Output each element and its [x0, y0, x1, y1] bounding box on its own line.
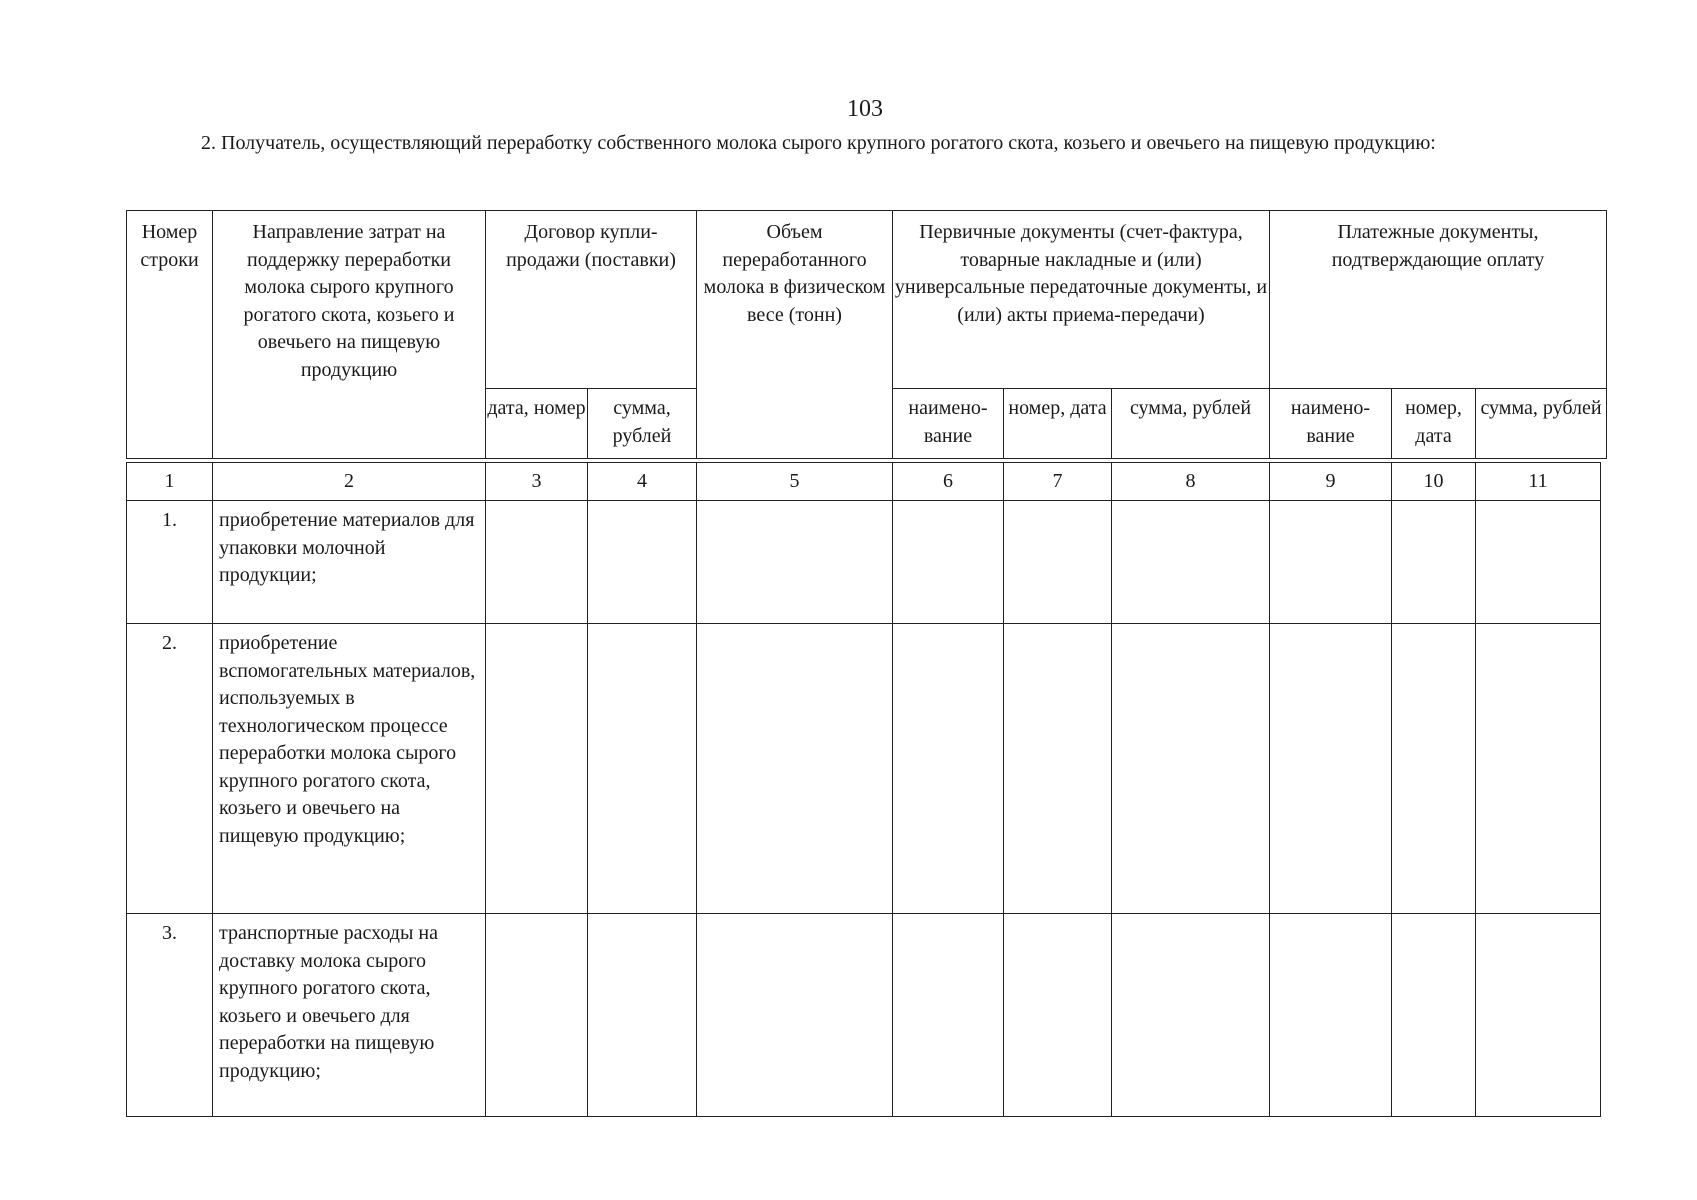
table-cell: [588, 501, 697, 624]
column-number: 7: [1004, 463, 1112, 501]
column-number: 9: [1270, 463, 1392, 501]
table-cell: [697, 914, 893, 1117]
row-text: транспортные расходы на доставку молока сырого крупного рогатого скота, козьего и овечьего для переработки на пищевую продукцию;: [213, 914, 486, 1117]
column-number: 2: [213, 463, 486, 501]
header-contract: Договор купли-продажи (поставки): [486, 211, 697, 389]
table-cell: [1004, 501, 1112, 624]
table-cell: [1004, 914, 1112, 1117]
table-cell: [1112, 501, 1270, 624]
table-cell: [1392, 501, 1476, 624]
table-cell: [1476, 914, 1601, 1117]
column-number: 5: [697, 463, 893, 501]
header-contract-date: дата, номер: [486, 389, 588, 459]
header-row-number: Номер строки: [127, 211, 213, 459]
header-primary-docs: Первичные документы (счет-фактура, товарные накладные и (или) универсальные передаточные документы, и (или) акты приема-передачи): [893, 211, 1270, 389]
column-number: 10: [1392, 463, 1476, 501]
table-row: [127, 501, 1601, 624]
table-cell: [486, 914, 588, 1117]
table-cell: [588, 914, 697, 1117]
column-number: 4: [588, 463, 697, 501]
table-row: [127, 624, 1601, 914]
row-number: 2.: [127, 624, 213, 914]
column-number-row: [127, 463, 1601, 501]
row-number: 3.: [127, 914, 213, 1117]
intro-paragraph: 2. Получатель, осуществляющий переработку собственного молока сырого крупного рогатого скота, козьего и овечьего на пищевую продукцию:: [201, 132, 1436, 154]
table-cell: [1270, 914, 1392, 1117]
table-cell: [893, 624, 1004, 914]
table-cell: [697, 501, 893, 624]
header-primary-sum: сумма, рублей: [1112, 389, 1270, 459]
table-cell: [486, 501, 588, 624]
header-direction: Направление затрат на поддержку переработки молока сырого крупного рогатого скота, козьего и овечьего на пищевую продукцию: [213, 211, 486, 459]
table-cell: [486, 624, 588, 914]
header-volume: Объем переработанного молока в физическом весе (тонн): [697, 211, 893, 459]
table-row: [127, 914, 1601, 1117]
table-cell: [1392, 624, 1476, 914]
header-payment-sum: сумма, рублей: [1476, 389, 1607, 459]
header-payment-docs: Платежные документы, подтверждающие оплату: [1270, 211, 1607, 389]
header-payment-name: наимено-вание: [1270, 389, 1392, 459]
table-cell: [1476, 624, 1601, 914]
column-number: 11: [1476, 463, 1601, 501]
page-number: 103: [847, 96, 883, 122]
table-cell: [697, 624, 893, 914]
column-number: 6: [893, 463, 1004, 501]
table-cell: [893, 914, 1004, 1117]
row-text: приобретение вспомогательных материалов, используемых в технологическом процессе переработки молока сырого крупного рогатого скота, козьего и овечьего на пищевую продукцию;: [213, 624, 486, 914]
header-primary-number: номер, дата: [1004, 389, 1112, 459]
header-table: [126, 210, 1607, 459]
table-cell: [1270, 624, 1392, 914]
header-contract-sum: сумма, рублей: [588, 389, 697, 459]
header-primary-name: наимено-вание: [893, 389, 1004, 459]
table-cell: [1112, 914, 1270, 1117]
column-number: 8: [1112, 463, 1270, 501]
table-cell: [1392, 914, 1476, 1117]
table-cell: [893, 501, 1004, 624]
column-number: 1: [127, 463, 213, 501]
data-table: [126, 462, 1601, 1117]
column-number: 3: [486, 463, 588, 501]
table-cell: [1476, 501, 1601, 624]
row-text: приобретение материалов для упаковки молочной продукции;: [213, 501, 486, 624]
table-cell: [588, 624, 697, 914]
row-number: 1.: [127, 501, 213, 624]
table-cell: [1270, 501, 1392, 624]
table-cell: [1004, 624, 1112, 914]
header-payment-number: номер, дата: [1392, 389, 1476, 459]
table-cell: [1112, 624, 1270, 914]
